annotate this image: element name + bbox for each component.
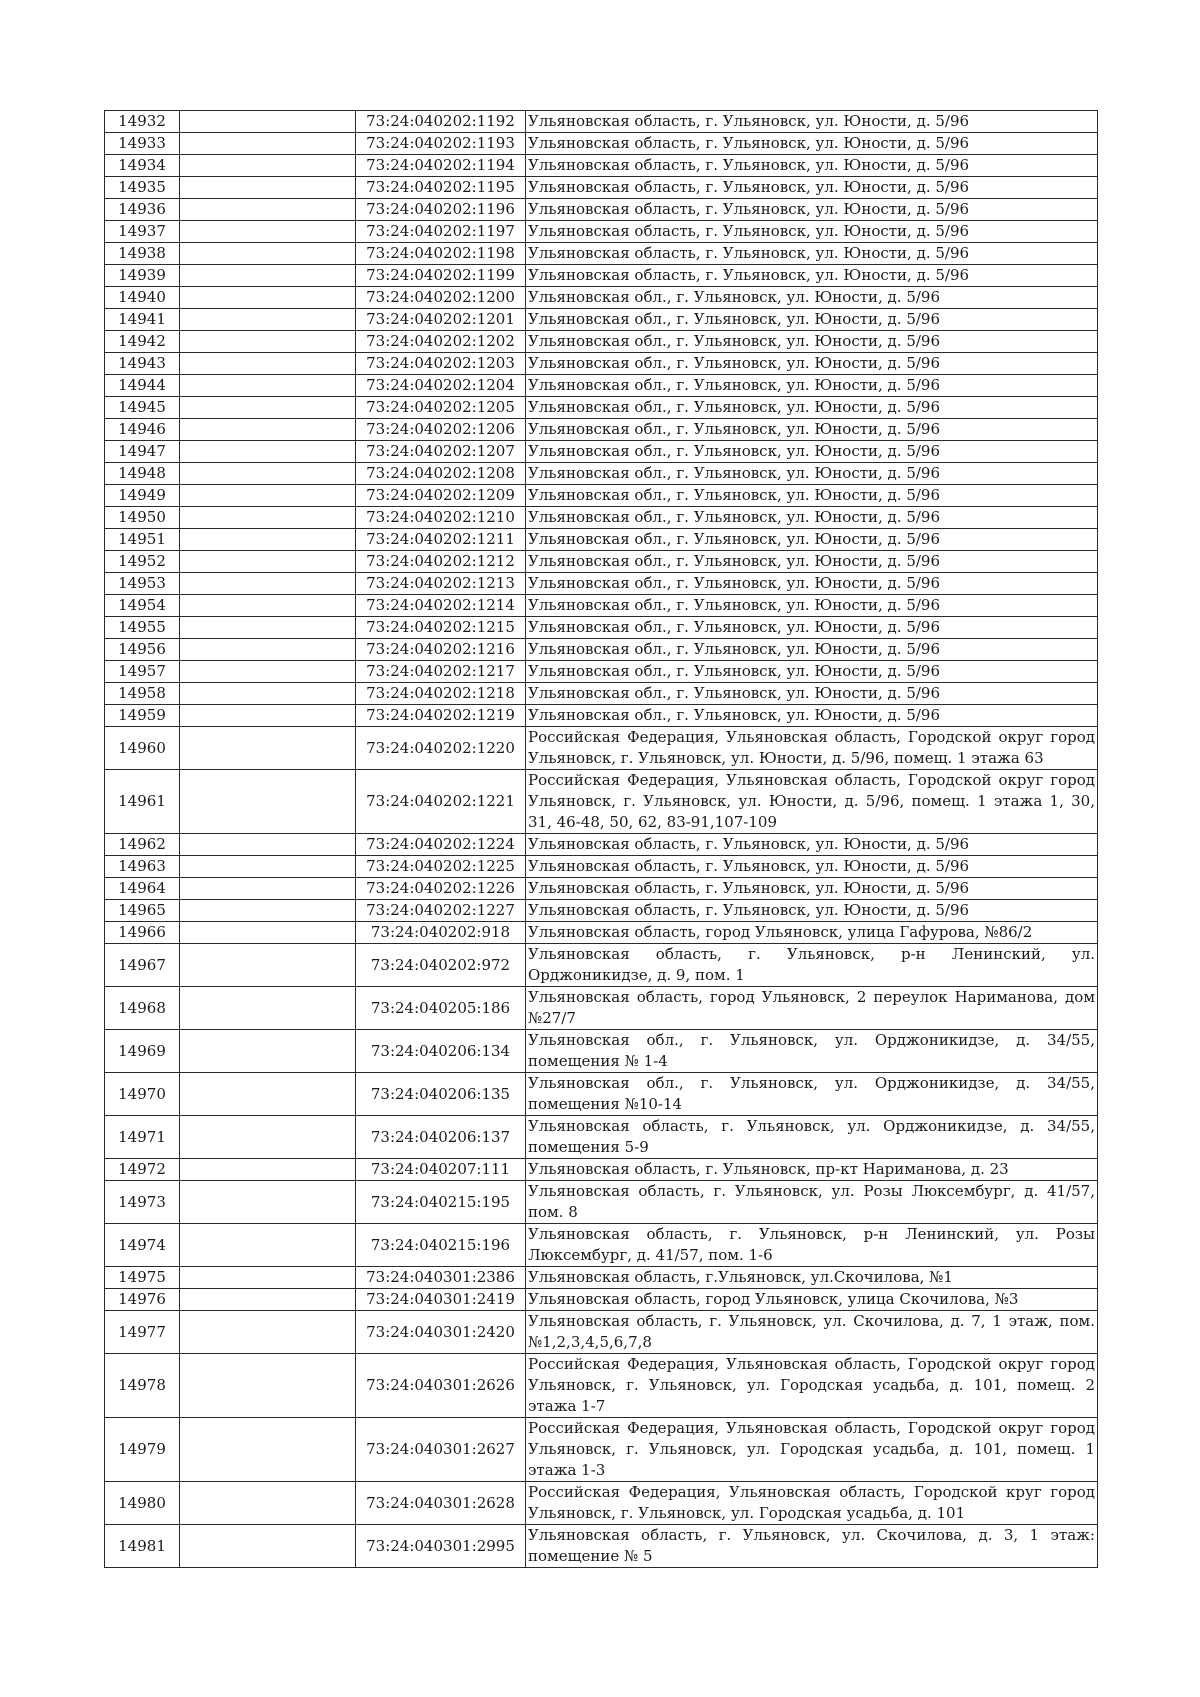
- empty-cell: [180, 1267, 356, 1289]
- row-number-cell: 14966: [105, 922, 180, 944]
- address-cell: Ульяновская область, г.Ульяновск, ул.Скочилова, №1: [526, 1267, 1098, 1289]
- cadastral-number-cell: 73:24:040202:1227: [356, 900, 526, 922]
- cadastral-number-cell: 73:24:040202:1195: [356, 177, 526, 199]
- address-cell: Ульяновская обл., г. Ульяновск, ул. Юности, д. 5/96: [526, 309, 1098, 331]
- cadastral-number-cell: 73:24:040202:1226: [356, 878, 526, 900]
- address-cell: Ульяновская обл., г. Ульяновск, ул. Юности, д. 5/96: [526, 683, 1098, 705]
- table-row: [105, 243, 1098, 265]
- registry-table-body: [105, 111, 1098, 1568]
- row-number-cell: 14936: [105, 199, 180, 221]
- address-cell: Ульяновская обл., г. Ульяновск, ул. Юности, д. 5/96: [526, 485, 1098, 507]
- row-number-cell: 14958: [105, 683, 180, 705]
- table-row: [105, 419, 1098, 441]
- row-number-cell: 14962: [105, 834, 180, 856]
- empty-cell: [180, 375, 356, 397]
- address-cell: Российская Федерация, Ульяновская область, Городской округ город Ульяновск, г. Ульяновск, ул. Юности, д. 5/96, помещ. 1 этажа 1, 30, 31, 46-48, 50, 62, 83-91,107-109: [526, 770, 1098, 834]
- address-cell: Ульяновская обл., г. Ульяновск, ул. Юности, д. 5/96: [526, 375, 1098, 397]
- address-cell: Ульяновская обл., г. Ульяновск, ул. Орджоникидзе, д. 34/55, помещения № 1-4: [526, 1030, 1098, 1073]
- empty-cell: [180, 177, 356, 199]
- row-number-cell: 14981: [105, 1525, 180, 1568]
- table-row: [105, 1116, 1098, 1159]
- row-number-cell: 14968: [105, 987, 180, 1030]
- address-cell: Ульяновская обл., г. Ульяновск, ул. Юности, д. 5/96: [526, 463, 1098, 485]
- empty-cell: [180, 727, 356, 770]
- empty-cell: [180, 770, 356, 834]
- cadastral-number-cell: 73:24:040202:1221: [356, 770, 526, 834]
- cadastral-number-cell: 73:24:040206:137: [356, 1116, 526, 1159]
- empty-cell: [180, 485, 356, 507]
- table-row: [105, 265, 1098, 287]
- cadastral-number-cell: 73:24:040301:2420: [356, 1311, 526, 1354]
- empty-cell: [180, 221, 356, 243]
- table-row: [105, 856, 1098, 878]
- empty-cell: [180, 265, 356, 287]
- table-row: [105, 639, 1098, 661]
- row-number-cell: 14972: [105, 1159, 180, 1181]
- table-row: [105, 1030, 1098, 1073]
- empty-cell: [180, 944, 356, 987]
- row-number-cell: 14970: [105, 1073, 180, 1116]
- row-number-cell: 14963: [105, 856, 180, 878]
- empty-cell: [180, 1482, 356, 1525]
- row-number-cell: 14979: [105, 1418, 180, 1482]
- address-cell: Ульяновская обл., г. Ульяновск, ул. Юности, д. 5/96: [526, 705, 1098, 727]
- table-row: [105, 353, 1098, 375]
- table-row: [105, 727, 1098, 770]
- row-number-cell: 14976: [105, 1289, 180, 1311]
- cadastral-number-cell: 73:24:040215:196: [356, 1224, 526, 1267]
- address-cell: Ульяновская область, г. Ульяновск, ул. Юности, д. 5/96: [526, 133, 1098, 155]
- address-cell: Ульяновская область, г. Ульяновск, ул. Юности, д. 5/96: [526, 199, 1098, 221]
- cadastral-number-cell: 73:24:040202:1194: [356, 155, 526, 177]
- table-row: [105, 1267, 1098, 1289]
- cadastral-number-cell: 73:24:040301:2419: [356, 1289, 526, 1311]
- address-cell: Ульяновская обл., г. Ульяновск, ул. Юности, д. 5/96: [526, 595, 1098, 617]
- table-row: [105, 111, 1098, 133]
- empty-cell: [180, 617, 356, 639]
- cadastral-number-cell: 73:24:040202:1218: [356, 683, 526, 705]
- table-row: [105, 1525, 1098, 1568]
- empty-cell: [180, 397, 356, 419]
- empty-cell: [180, 441, 356, 463]
- cadastral-number-cell: 73:24:040202:1197: [356, 221, 526, 243]
- table-row: [105, 944, 1098, 987]
- row-number-cell: 14932: [105, 111, 180, 133]
- address-cell: Российская Федерация, Ульяновская область, Городской округ город Ульяновск, г. Ульяновск, ул. Юности, д. 5/96, помещ. 1 этажа 63: [526, 727, 1098, 770]
- cadastral-number-cell: 73:24:040202:1204: [356, 375, 526, 397]
- table-row: [105, 1482, 1098, 1525]
- row-number-cell: 14952: [105, 551, 180, 573]
- address-cell: Ульяновская область, г. Ульяновск, ул. Скочилова, д. 7, 1 этаж, пом. №1,2,3,4,5,6,7,8: [526, 1311, 1098, 1354]
- table-row: [105, 551, 1098, 573]
- table-row: [105, 1159, 1098, 1181]
- address-cell: Ульяновская обл., г. Ульяновск, ул. Орджоникидзе, д. 34/55, помещения №10-14: [526, 1073, 1098, 1116]
- table-row: [105, 705, 1098, 727]
- table-row: [105, 617, 1098, 639]
- row-number-cell: 14978: [105, 1354, 180, 1418]
- cadastral-number-cell: 73:24:040202:1192: [356, 111, 526, 133]
- address-cell: Ульяновская область, г. Ульяновск, ул. Скочилова, д. 3, 1 этаж: помещение № 5: [526, 1525, 1098, 1568]
- registry-table: [104, 110, 1098, 1568]
- cadastral-number-cell: 73:24:040202:1210: [356, 507, 526, 529]
- row-number-cell: 14942: [105, 331, 180, 353]
- cadastral-number-cell: 73:24:040202:1224: [356, 834, 526, 856]
- address-cell: Ульяновская область, г. Ульяновск, р-н Ленинский, ул. Розы Люксембург, д. 41/57, пом. 1-6: [526, 1224, 1098, 1267]
- cadastral-number-cell: 73:24:040205:186: [356, 987, 526, 1030]
- empty-cell: [180, 900, 356, 922]
- cadastral-number-cell: 73:24:040202:1214: [356, 595, 526, 617]
- cadastral-number-cell: 73:24:040202:1201: [356, 309, 526, 331]
- empty-cell: [180, 1073, 356, 1116]
- empty-cell: [180, 507, 356, 529]
- address-cell: Ульяновская область, г. Ульяновск, ул. Юности, д. 5/96: [526, 834, 1098, 856]
- cadastral-number-cell: 73:24:040202:1205: [356, 397, 526, 419]
- address-cell: Ульяновская область, город Ульяновск, 2 переулок Нариманова, дом №27/7: [526, 987, 1098, 1030]
- cadastral-number-cell: 73:24:040301:2628: [356, 1482, 526, 1525]
- empty-cell: [180, 595, 356, 617]
- row-number-cell: 14956: [105, 639, 180, 661]
- row-number-cell: 14974: [105, 1224, 180, 1267]
- row-number-cell: 14943: [105, 353, 180, 375]
- empty-cell: [180, 287, 356, 309]
- empty-cell: [180, 419, 356, 441]
- row-number-cell: 14973: [105, 1181, 180, 1224]
- row-number-cell: 14957: [105, 661, 180, 683]
- empty-cell: [180, 878, 356, 900]
- row-number-cell: 14969: [105, 1030, 180, 1073]
- table-row: [105, 133, 1098, 155]
- cadastral-number-cell: 73:24:040206:135: [356, 1073, 526, 1116]
- table-row: [105, 199, 1098, 221]
- cadastral-number-cell: 73:24:040202:1220: [356, 727, 526, 770]
- empty-cell: [180, 1181, 356, 1224]
- address-cell: Ульяновская область, город Ульяновск, улица Гафурова, №86/2: [526, 922, 1098, 944]
- empty-cell: [180, 111, 356, 133]
- address-cell: Ульяновская область, г. Ульяновск, ул. Юности, д. 5/96: [526, 265, 1098, 287]
- row-number-cell: 14971: [105, 1116, 180, 1159]
- table-row: [105, 463, 1098, 485]
- cadastral-number-cell: 73:24:040202:1215: [356, 617, 526, 639]
- cadastral-number-cell: 73:24:040202:918: [356, 922, 526, 944]
- row-number-cell: 14951: [105, 529, 180, 551]
- row-number-cell: 14933: [105, 133, 180, 155]
- address-cell: Ульяновская область, г. Ульяновск, ул. Розы Люксембург, д. 41/57, пом. 8: [526, 1181, 1098, 1224]
- address-cell: Российская Федерация, Ульяновская область, Городской округ город Ульяновск, г. Ульяновск, ул. Городская усадьба, д. 101, помещ. 2 этажа 1-7: [526, 1354, 1098, 1418]
- empty-cell: [180, 1289, 356, 1311]
- address-cell: Ульяновская область, г. Ульяновск, ул. Юности, д. 5/96: [526, 900, 1098, 922]
- row-number-cell: 14946: [105, 419, 180, 441]
- address-cell: Ульяновская обл., г. Ульяновск, ул. Юности, д. 5/96: [526, 639, 1098, 661]
- table-row: [105, 770, 1098, 834]
- row-number-cell: 14967: [105, 944, 180, 987]
- empty-cell: [180, 1311, 356, 1354]
- row-number-cell: 14941: [105, 309, 180, 331]
- table-row: [105, 595, 1098, 617]
- address-cell: Ульяновская область, г. Ульяновск, ул. Орджоникидзе, д. 34/55, помещения 5-9: [526, 1116, 1098, 1159]
- address-cell: Ульяновская область, город Ульяновск, улица Скочилова, №3: [526, 1289, 1098, 1311]
- table-row: [105, 331, 1098, 353]
- row-number-cell: 14939: [105, 265, 180, 287]
- row-number-cell: 14945: [105, 397, 180, 419]
- address-cell: Ульяновская обл., г. Ульяновск, ул. Юности, д. 5/96: [526, 441, 1098, 463]
- empty-cell: [180, 922, 356, 944]
- empty-cell: [180, 331, 356, 353]
- row-number-cell: 14944: [105, 375, 180, 397]
- table-row: [105, 177, 1098, 199]
- table-row: [105, 155, 1098, 177]
- address-cell: Ульяновская обл., г. Ульяновск, ул. Юности, д. 5/96: [526, 507, 1098, 529]
- cadastral-number-cell: 73:24:040202:1225: [356, 856, 526, 878]
- empty-cell: [180, 529, 356, 551]
- cadastral-number-cell: 73:24:040206:134: [356, 1030, 526, 1073]
- address-cell: Ульяновская обл., г. Ульяновск, ул. Юности, д. 5/96: [526, 353, 1098, 375]
- address-cell: Ульяновская обл., г. Ульяновск, ул. Юности, д. 5/96: [526, 419, 1098, 441]
- address-cell: Ульяновская область, г. Ульяновск, ул. Юности, д. 5/96: [526, 878, 1098, 900]
- cadastral-number-cell: 73:24:040301:2627: [356, 1418, 526, 1482]
- table-row: [105, 1311, 1098, 1354]
- row-number-cell: 14947: [105, 441, 180, 463]
- row-number-cell: 14935: [105, 177, 180, 199]
- empty-cell: [180, 1418, 356, 1482]
- address-cell: Ульяновская область, г. Ульяновск, ул. Юности, д. 5/96: [526, 155, 1098, 177]
- table-row: [105, 287, 1098, 309]
- cadastral-number-cell: 73:24:040301:2626: [356, 1354, 526, 1418]
- cadastral-number-cell: 73:24:040202:1203: [356, 353, 526, 375]
- cadastral-number-cell: 73:24:040202:972: [356, 944, 526, 987]
- cadastral-number-cell: 73:24:040202:1213: [356, 573, 526, 595]
- address-cell: Ульяновская область, г. Ульяновск, пр-кт Нариманова, д. 23: [526, 1159, 1098, 1181]
- table-row: [105, 375, 1098, 397]
- table-row: [105, 1224, 1098, 1267]
- address-cell: Ульяновская обл., г. Ульяновск, ул. Юности, д. 5/96: [526, 287, 1098, 309]
- empty-cell: [180, 683, 356, 705]
- cadastral-number-cell: 73:24:040202:1200: [356, 287, 526, 309]
- empty-cell: [180, 551, 356, 573]
- address-cell: Ульяновская обл., г. Ульяновск, ул. Юности, д. 5/96: [526, 551, 1098, 573]
- row-number-cell: 14954: [105, 595, 180, 617]
- empty-cell: [180, 243, 356, 265]
- address-cell: Ульяновская область, г. Ульяновск, ул. Юности, д. 5/96: [526, 177, 1098, 199]
- cadastral-number-cell: 73:24:040202:1196: [356, 199, 526, 221]
- table-row: [105, 900, 1098, 922]
- address-cell: Ульяновская область, г. Ульяновск, ул. Юности, д. 5/96: [526, 856, 1098, 878]
- row-number-cell: 14964: [105, 878, 180, 900]
- row-number-cell: 14949: [105, 485, 180, 507]
- empty-cell: [180, 573, 356, 595]
- table-row: [105, 573, 1098, 595]
- empty-cell: [180, 353, 356, 375]
- cadastral-number-cell: 73:24:040202:1207: [356, 441, 526, 463]
- empty-cell: [180, 661, 356, 683]
- empty-cell: [180, 1354, 356, 1418]
- address-cell: Российская Федерация, Ульяновская область, Городской округ город Ульяновск, г. Ульяновск, ул. Городская усадьба, д. 101, помещ. 1 этажа 1-3: [526, 1418, 1098, 1482]
- table-row: [105, 441, 1098, 463]
- row-number-cell: 14937: [105, 221, 180, 243]
- empty-cell: [180, 463, 356, 485]
- empty-cell: [180, 856, 356, 878]
- table-row: [105, 922, 1098, 944]
- address-cell: Российская Федерация, Ульяновская область, Городской круг город Ульяновск, г. Ульяновск, ул. Городская усадьба, д. 101: [526, 1482, 1098, 1525]
- cadastral-number-cell: 73:24:040202:1202: [356, 331, 526, 353]
- empty-cell: [180, 834, 356, 856]
- address-cell: Ульяновская область, г. Ульяновск, ул. Юности, д. 5/96: [526, 243, 1098, 265]
- empty-cell: [180, 1030, 356, 1073]
- table-row: [105, 485, 1098, 507]
- table-row: [105, 878, 1098, 900]
- row-number-cell: 14960: [105, 727, 180, 770]
- row-number-cell: 14953: [105, 573, 180, 595]
- table-row: [105, 309, 1098, 331]
- cadastral-number-cell: 73:24:040202:1211: [356, 529, 526, 551]
- address-cell: Ульяновская область, г. Ульяновск, ул. Юности, д. 5/96: [526, 111, 1098, 133]
- address-cell: Ульяновская обл., г. Ульяновск, ул. Юности, д. 5/96: [526, 529, 1098, 551]
- empty-cell: [180, 1159, 356, 1181]
- address-cell: Ульяновская обл., г. Ульяновск, ул. Юности, д. 5/96: [526, 397, 1098, 419]
- row-number-cell: 14940: [105, 287, 180, 309]
- cadastral-number-cell: 73:24:040202:1219: [356, 705, 526, 727]
- table-row: [105, 1181, 1098, 1224]
- empty-cell: [180, 705, 356, 727]
- empty-cell: [180, 309, 356, 331]
- cadastral-number-cell: 73:24:040202:1193: [356, 133, 526, 155]
- table-row: [105, 683, 1098, 705]
- address-cell: Ульяновская область, г. Ульяновск, ул. Юности, д. 5/96: [526, 221, 1098, 243]
- cadastral-number-cell: 73:24:040202:1217: [356, 661, 526, 683]
- cadastral-number-cell: 73:24:040301:2386: [356, 1267, 526, 1289]
- table-row: [105, 1073, 1098, 1116]
- row-number-cell: 14980: [105, 1482, 180, 1525]
- cadastral-number-cell: 73:24:040202:1206: [356, 419, 526, 441]
- empty-cell: [180, 133, 356, 155]
- cadastral-number-cell: 73:24:040202:1209: [356, 485, 526, 507]
- row-number-cell: 14950: [105, 507, 180, 529]
- cadastral-number-cell: 73:24:040202:1199: [356, 265, 526, 287]
- empty-cell: [180, 987, 356, 1030]
- table-row: [105, 987, 1098, 1030]
- empty-cell: [180, 1116, 356, 1159]
- row-number-cell: 14934: [105, 155, 180, 177]
- table-row: [105, 529, 1098, 551]
- cadastral-number-cell: 73:24:040202:1208: [356, 463, 526, 485]
- row-number-cell: 14948: [105, 463, 180, 485]
- empty-cell: [180, 155, 356, 177]
- cadastral-number-cell: 73:24:040207:111: [356, 1159, 526, 1181]
- cadastral-number-cell: 73:24:040215:195: [356, 1181, 526, 1224]
- empty-cell: [180, 1525, 356, 1568]
- row-number-cell: 14938: [105, 243, 180, 265]
- cadastral-number-cell: 73:24:040202:1216: [356, 639, 526, 661]
- empty-cell: [180, 199, 356, 221]
- empty-cell: [180, 1224, 356, 1267]
- row-number-cell: 14975: [105, 1267, 180, 1289]
- table-row: [105, 397, 1098, 419]
- cadastral-number-cell: 73:24:040202:1198: [356, 243, 526, 265]
- table-row: [105, 1289, 1098, 1311]
- table-row: [105, 661, 1098, 683]
- address-cell: Ульяновская область, г. Ульяновск, р-н Ленинский, ул. Орджоникидзе, д. 9, пом. 1: [526, 944, 1098, 987]
- table-row: [105, 834, 1098, 856]
- cadastral-number-cell: 73:24:040301:2995: [356, 1525, 526, 1568]
- address-cell: Ульяновская обл., г. Ульяновск, ул. Юности, д. 5/96: [526, 331, 1098, 353]
- row-number-cell: 14959: [105, 705, 180, 727]
- address-cell: Ульяновская обл., г. Ульяновск, ул. Юности, д. 5/96: [526, 573, 1098, 595]
- address-cell: Ульяновская обл., г. Ульяновск, ул. Юности, д. 5/96: [526, 617, 1098, 639]
- empty-cell: [180, 639, 356, 661]
- address-cell: Ульяновская обл., г. Ульяновск, ул. Юности, д. 5/96: [526, 661, 1098, 683]
- table-row: [105, 221, 1098, 243]
- cadastral-number-cell: 73:24:040202:1212: [356, 551, 526, 573]
- table-row: [105, 1418, 1098, 1482]
- row-number-cell: 14961: [105, 770, 180, 834]
- row-number-cell: 14955: [105, 617, 180, 639]
- row-number-cell: 14965: [105, 900, 180, 922]
- table-row: [105, 507, 1098, 529]
- table-row: [105, 1354, 1098, 1418]
- row-number-cell: 14977: [105, 1311, 180, 1354]
